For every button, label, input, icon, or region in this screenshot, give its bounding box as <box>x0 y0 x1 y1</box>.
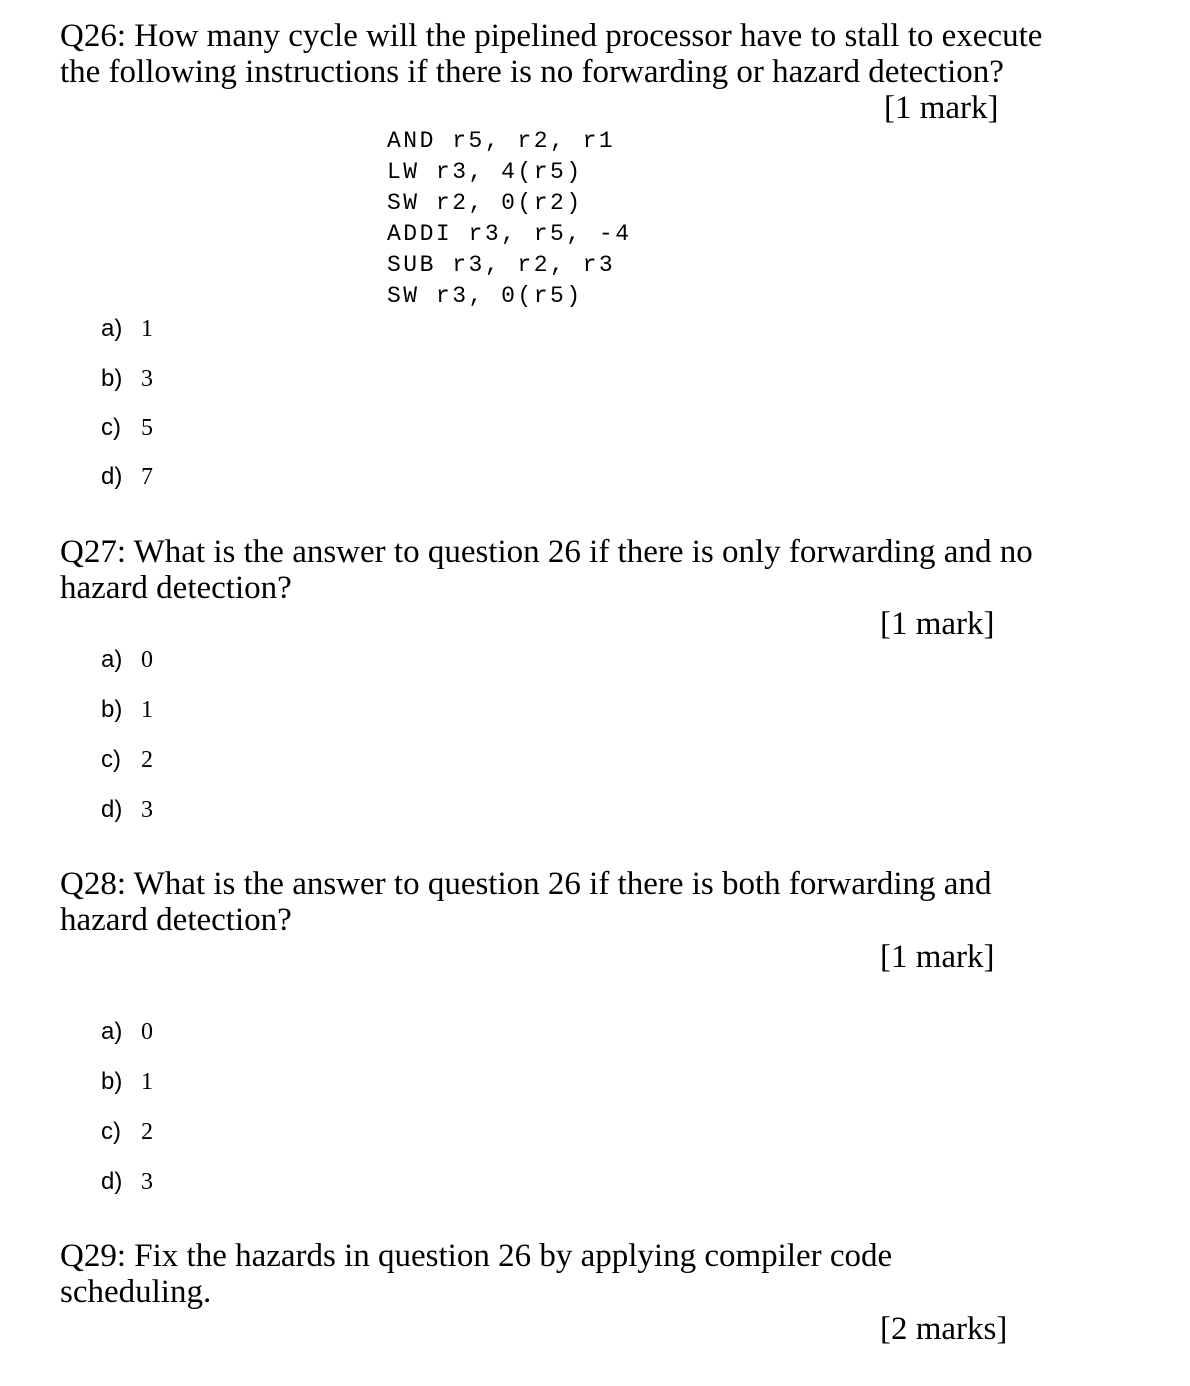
q28-text-line-2: hazard detection? <box>60 902 292 938</box>
q27-text-line-1: Q27: What is the answer to question 26 if there is only forwarding and no <box>60 534 1033 570</box>
option-value: 7 <box>141 464 153 490</box>
q27-option-c <box>101 745 153 775</box>
code-line: AND r5, r2, r1 <box>387 128 616 154</box>
q28-option-a <box>101 1017 153 1047</box>
q28-option-d <box>101 1167 153 1197</box>
q28-mark: [1 mark] <box>880 939 995 975</box>
code-line: SW r2, 0(r2) <box>387 190 583 216</box>
option-value: 1 <box>141 316 153 342</box>
q27-text-line-2: hazard detection? <box>60 570 292 606</box>
option-letter: a) <box>101 315 123 342</box>
q27-mark: [1 mark] <box>880 606 995 642</box>
option-letter: a) <box>101 646 123 673</box>
q26-text-line-2: the following instructions if there is no forwarding or hazard detection? <box>60 54 1004 90</box>
option-value: 3 <box>141 1169 153 1195</box>
q29-mark: [2 marks] <box>880 1311 1008 1347</box>
q26-text-line-1: Q26: How many cycle will the pipelined processor have to stall to execute <box>60 18 1043 54</box>
code-line: SW r3, 0(r5) <box>387 283 583 309</box>
q26-mark: [1 mark] <box>884 90 999 126</box>
option-letter: d) <box>101 1168 123 1195</box>
option-value: 0 <box>141 1019 153 1045</box>
option-value: 1 <box>141 697 153 723</box>
option-letter: a) <box>101 1018 123 1045</box>
q26-option-a <box>101 314 153 344</box>
code-line: ADDI r3, r5, -4 <box>387 221 632 247</box>
option-value: 0 <box>141 647 153 673</box>
q28-option-b <box>101 1067 153 1097</box>
q27-option-d <box>101 795 153 825</box>
q26-option-c <box>101 413 153 443</box>
option-value: 5 <box>141 415 153 441</box>
q28-text-line-1: Q28: What is the answer to question 26 if there is both forwarding and <box>60 866 992 902</box>
code-line: SUB r3, r2, r3 <box>387 252 616 278</box>
q27-option-a <box>101 645 153 675</box>
option-letter: c) <box>101 746 121 773</box>
q26-option-d <box>101 462 153 492</box>
option-letter: b) <box>101 1068 123 1095</box>
option-letter: d) <box>101 463 123 490</box>
option-letter: b) <box>101 365 123 392</box>
option-letter: c) <box>101 1118 121 1145</box>
option-value: 3 <box>141 366 153 392</box>
option-value: 3 <box>141 797 153 823</box>
q27-option-b <box>101 695 153 725</box>
option-letter: b) <box>101 696 123 723</box>
option-letter: d) <box>101 796 123 823</box>
option-letter: c) <box>101 414 121 441</box>
option-value: 2 <box>141 747 153 773</box>
q28-option-c <box>101 1117 153 1147</box>
q29-text-line-1: Q29: Fix the hazards in question 26 by applying compiler code <box>60 1238 893 1274</box>
q29-text-line-2: scheduling. <box>60 1274 212 1310</box>
code-line: LW r3, 4(r5) <box>387 159 583 185</box>
option-value: 1 <box>141 1069 153 1095</box>
q26-option-b <box>101 364 153 394</box>
option-value: 2 <box>141 1119 153 1145</box>
